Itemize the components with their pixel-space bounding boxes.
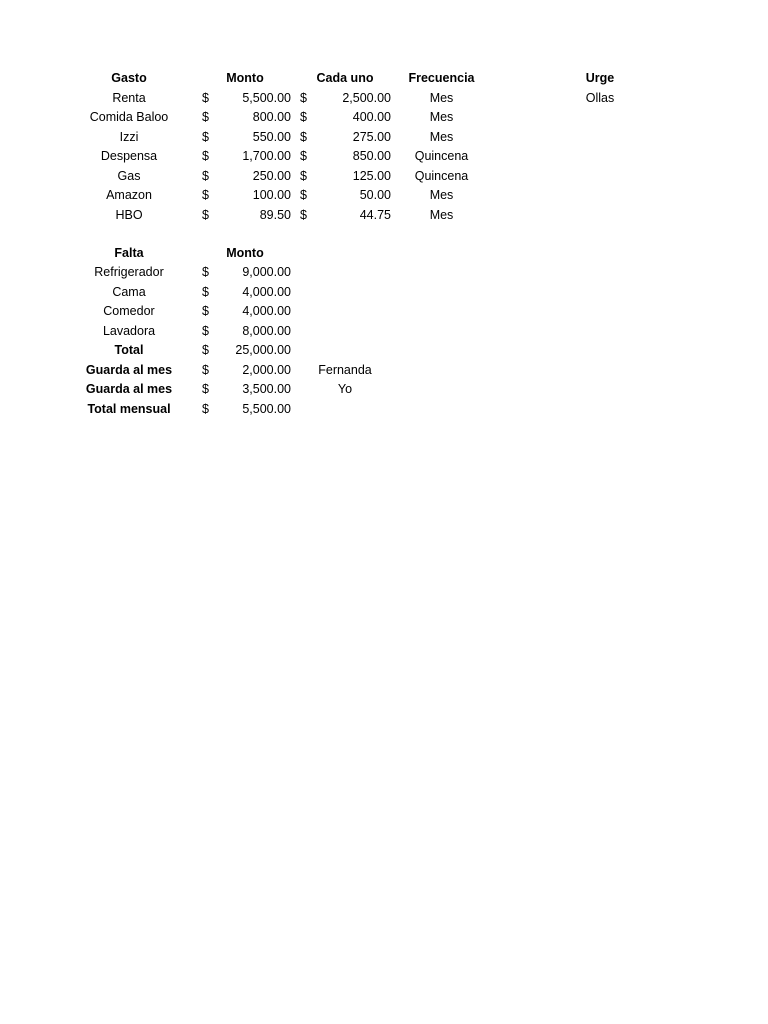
gasto-frecuencia: Mes <box>429 90 454 105</box>
gasto-frecuencia: Quincena <box>414 149 469 163</box>
gasto-name: Despensa <box>100 149 158 163</box>
gasto-name: Comida Baloo <box>89 110 169 124</box>
gasto-monto: 800.00 <box>252 110 291 124</box>
falta-row <box>0 302 768 322</box>
total-monto: 25,000.00 <box>235 343 291 357</box>
gasto-row <box>0 186 768 206</box>
total-mensual-label: Total mensual <box>87 401 171 416</box>
falta-monto: 4,000.00 <box>242 284 291 299</box>
currency-symbol: $ <box>202 323 209 338</box>
total-mensual-monto: 5,500.00 <box>242 401 291 416</box>
currency-symbol: $ <box>300 207 307 222</box>
gasto-name: HBO <box>115 207 143 222</box>
ahorro-monto: 2,000.00 <box>242 362 291 377</box>
gastos-header-row <box>0 69 768 89</box>
header-gasto: Gasto <box>111 71 147 85</box>
gasto-cada-uno: 275.00 <box>352 129 391 144</box>
gasto-frecuencia: Quincena <box>414 168 469 183</box>
gasto-frecuencia: Mes <box>429 110 454 124</box>
falta-name: Comedor <box>103 304 155 318</box>
currency-symbol: $ <box>202 362 209 377</box>
currency-symbol: $ <box>300 168 307 183</box>
gasto-row <box>0 128 768 148</box>
gasto-row <box>0 108 768 128</box>
gasto-cada-uno: 2,500.00 <box>342 90 391 105</box>
gasto-monto: 5,500.00 <box>242 90 291 105</box>
currency-symbol: $ <box>300 90 307 105</box>
falta-row <box>0 263 768 283</box>
currency-symbol: $ <box>202 343 209 357</box>
ahorro-row <box>0 380 768 400</box>
currency-symbol: $ <box>300 110 307 124</box>
header-monto: Monto <box>226 246 264 260</box>
gasto-frecuencia: Mes <box>429 129 454 144</box>
currency-symbol: $ <box>202 265 209 279</box>
currency-symbol: $ <box>202 382 209 396</box>
gasto-monto: 1,700.00 <box>242 149 291 163</box>
currency-symbol: $ <box>202 149 209 163</box>
gasto-cada-uno: 50.00 <box>359 188 391 202</box>
gasto-row <box>0 147 768 167</box>
currency-symbol: $ <box>202 188 209 202</box>
currency-symbol: $ <box>300 188 307 202</box>
currency-symbol: $ <box>202 284 209 299</box>
faltantes-header-row <box>0 244 768 264</box>
falta-row <box>0 322 768 342</box>
ahorro-label: Guarda al mes <box>85 362 173 377</box>
falta-monto: 4,000.00 <box>242 304 291 318</box>
gasto-frecuencia: Mes <box>429 207 454 222</box>
currency-symbol: $ <box>202 401 209 416</box>
gasto-monto: 100.00 <box>252 188 291 202</box>
total-label: Total <box>114 343 144 357</box>
header-urge: Urge <box>585 71 615 85</box>
currency-symbol: $ <box>202 207 209 222</box>
header-monto: Monto <box>226 71 264 85</box>
falta-row <box>0 283 768 303</box>
currency-symbol: $ <box>202 110 209 124</box>
gasto-monto: 89.50 <box>259 207 291 222</box>
header-falta: Falta <box>114 246 144 260</box>
currency-symbol: $ <box>202 304 209 318</box>
ahorro-monto: 3,500.00 <box>242 382 291 396</box>
gasto-row <box>0 167 768 187</box>
falta-monto: 8,000.00 <box>242 323 291 338</box>
gasto-row <box>0 89 768 109</box>
gasto-cada-uno: 850.00 <box>352 149 391 163</box>
currency-symbol: $ <box>202 168 209 183</box>
currency-symbol: $ <box>300 149 307 163</box>
falta-name: Refrigerador <box>94 265 164 279</box>
ahorro-row <box>0 361 768 381</box>
ahorro-persona: Yo <box>337 382 353 396</box>
gasto-name: Izzi <box>119 129 139 144</box>
falta-name: Lavadora <box>102 323 156 338</box>
header-frecuencia: Frecuencia <box>408 71 475 85</box>
gasto-row <box>0 206 768 226</box>
gasto-monto: 250.00 <box>252 168 291 183</box>
currency-symbol: $ <box>202 90 209 105</box>
total-row <box>0 341 768 361</box>
falta-monto: 9,000.00 <box>242 265 291 279</box>
falta-name: Cama <box>112 284 146 299</box>
currency-symbol: $ <box>300 129 307 144</box>
gasto-urge: Ollas <box>585 90 615 105</box>
ahorro-label: Guarda al mes <box>85 382 173 396</box>
gasto-cada-uno: 44.75 <box>359 207 391 222</box>
gasto-cada-uno: 125.00 <box>352 168 391 183</box>
gasto-monto: 550.00 <box>252 129 291 144</box>
currency-symbol: $ <box>202 129 209 144</box>
gasto-frecuencia: Mes <box>429 188 454 202</box>
gasto-cada-uno: 400.00 <box>352 110 391 124</box>
gasto-name: Gas <box>117 168 141 183</box>
total-mensual-row <box>0 400 768 420</box>
ahorro-persona: Fernanda <box>318 362 372 377</box>
gasto-name: Renta <box>112 90 146 105</box>
gasto-name: Amazon <box>106 188 152 202</box>
header-cada-uno: Cada uno <box>316 71 374 85</box>
